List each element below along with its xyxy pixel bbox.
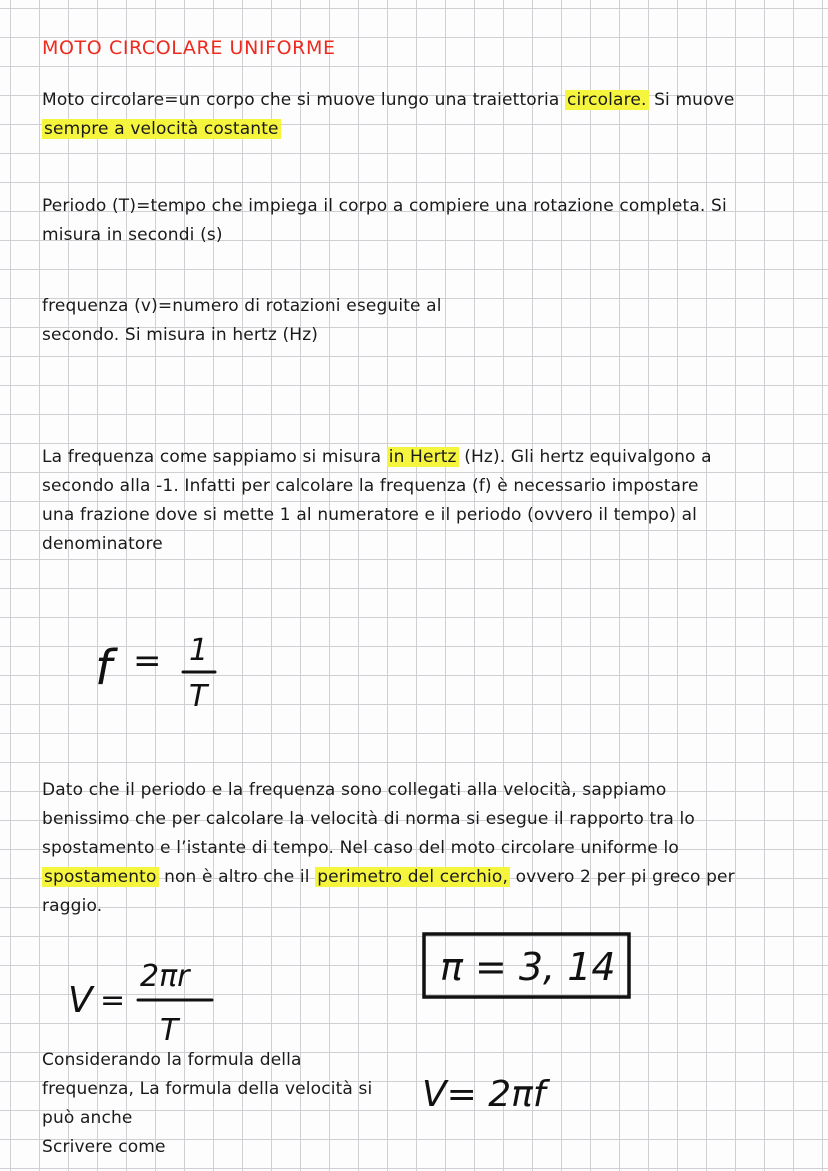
velocity-frequency-formula	[418, 1062, 588, 1122]
text-segment: Si muove	[654, 90, 735, 110]
formula-denominator: T	[160, 1013, 179, 1048]
text-line: frequenza, La formula della velocità si	[42, 1079, 373, 1099]
frequency-formula	[85, 620, 245, 715]
text-line: frequenza (v)=numero di rotazioni eseguite al	[42, 296, 442, 316]
text-segment: Moto circolare=un corpo che si muove lungo una traiettoria	[42, 90, 560, 110]
text-line: denominatore	[42, 534, 163, 554]
text-line	[42, 118, 281, 140]
velocity-formula	[62, 948, 232, 1048]
highlighted-text: perimetro del cerchio,	[317, 867, 509, 887]
text-line	[42, 446, 712, 468]
pi-value-box	[420, 930, 635, 1002]
text-line: raggio.	[42, 896, 103, 916]
highlighted-text: in Hertz	[388, 447, 457, 467]
text-line: benissimo che per calcolare la velocità di norma si esegue il rapporto tra lo	[42, 809, 695, 829]
text-line: secondo. Si misura in hertz (Hz)	[42, 325, 319, 345]
text-line: secondo alla -1. Infatti per calcolare la frequenza (f) è necessario impostare	[42, 476, 699, 496]
text-segment: ovvero 2 per pi greco per	[515, 867, 735, 887]
text-line: Considerando la formula della	[42, 1050, 302, 1070]
formula-numerator: 1	[189, 633, 209, 668]
highlighted-text: circolare.	[566, 90, 647, 110]
text-line: una frazione dove si mette 1 al numeratore e il periodo (ovvero il tempo) al	[42, 505, 698, 525]
highlighted-text: sempre a velocità costante	[44, 119, 279, 139]
formula-lhs: f	[95, 640, 112, 696]
text-line: Periodo (T)=tempo che impiega il corpo a compiere una rotazione completa. Si	[42, 196, 727, 216]
text-line: Scrivere come	[42, 1137, 166, 1157]
pi-value: π = 3, 14	[440, 945, 616, 989]
formula-text: V= 2πf	[422, 1074, 546, 1115]
text-line	[42, 89, 734, 111]
text-line: Dato che il periodo e la frequenza sono collegati alla velocità, sappiamo	[42, 780, 667, 800]
text-line: misura in secondi (s)	[42, 225, 223, 245]
formula-lhs: V	[68, 980, 93, 1021]
page-title: MOTO CIRCOLARE UNIFORME	[42, 37, 336, 59]
text-segment: (Hz). Gli hertz equivalgono a	[464, 447, 712, 467]
text-segment: non è altro che il	[164, 867, 310, 887]
equals-sign: =	[100, 983, 126, 1018]
text-line: può anche	[42, 1108, 133, 1128]
formula-numerator: 2πr	[140, 959, 190, 994]
equals-sign: =	[133, 641, 162, 681]
text-segment: La frequenza come sappiamo si misura	[42, 447, 382, 467]
formula-denominator: T	[189, 679, 208, 714]
text-line	[42, 866, 735, 888]
text-line: spostamento e l’istante di tempo. Nel caso del moto circolare uniforme lo	[42, 838, 679, 858]
highlighted-text: spostamento	[44, 867, 157, 887]
